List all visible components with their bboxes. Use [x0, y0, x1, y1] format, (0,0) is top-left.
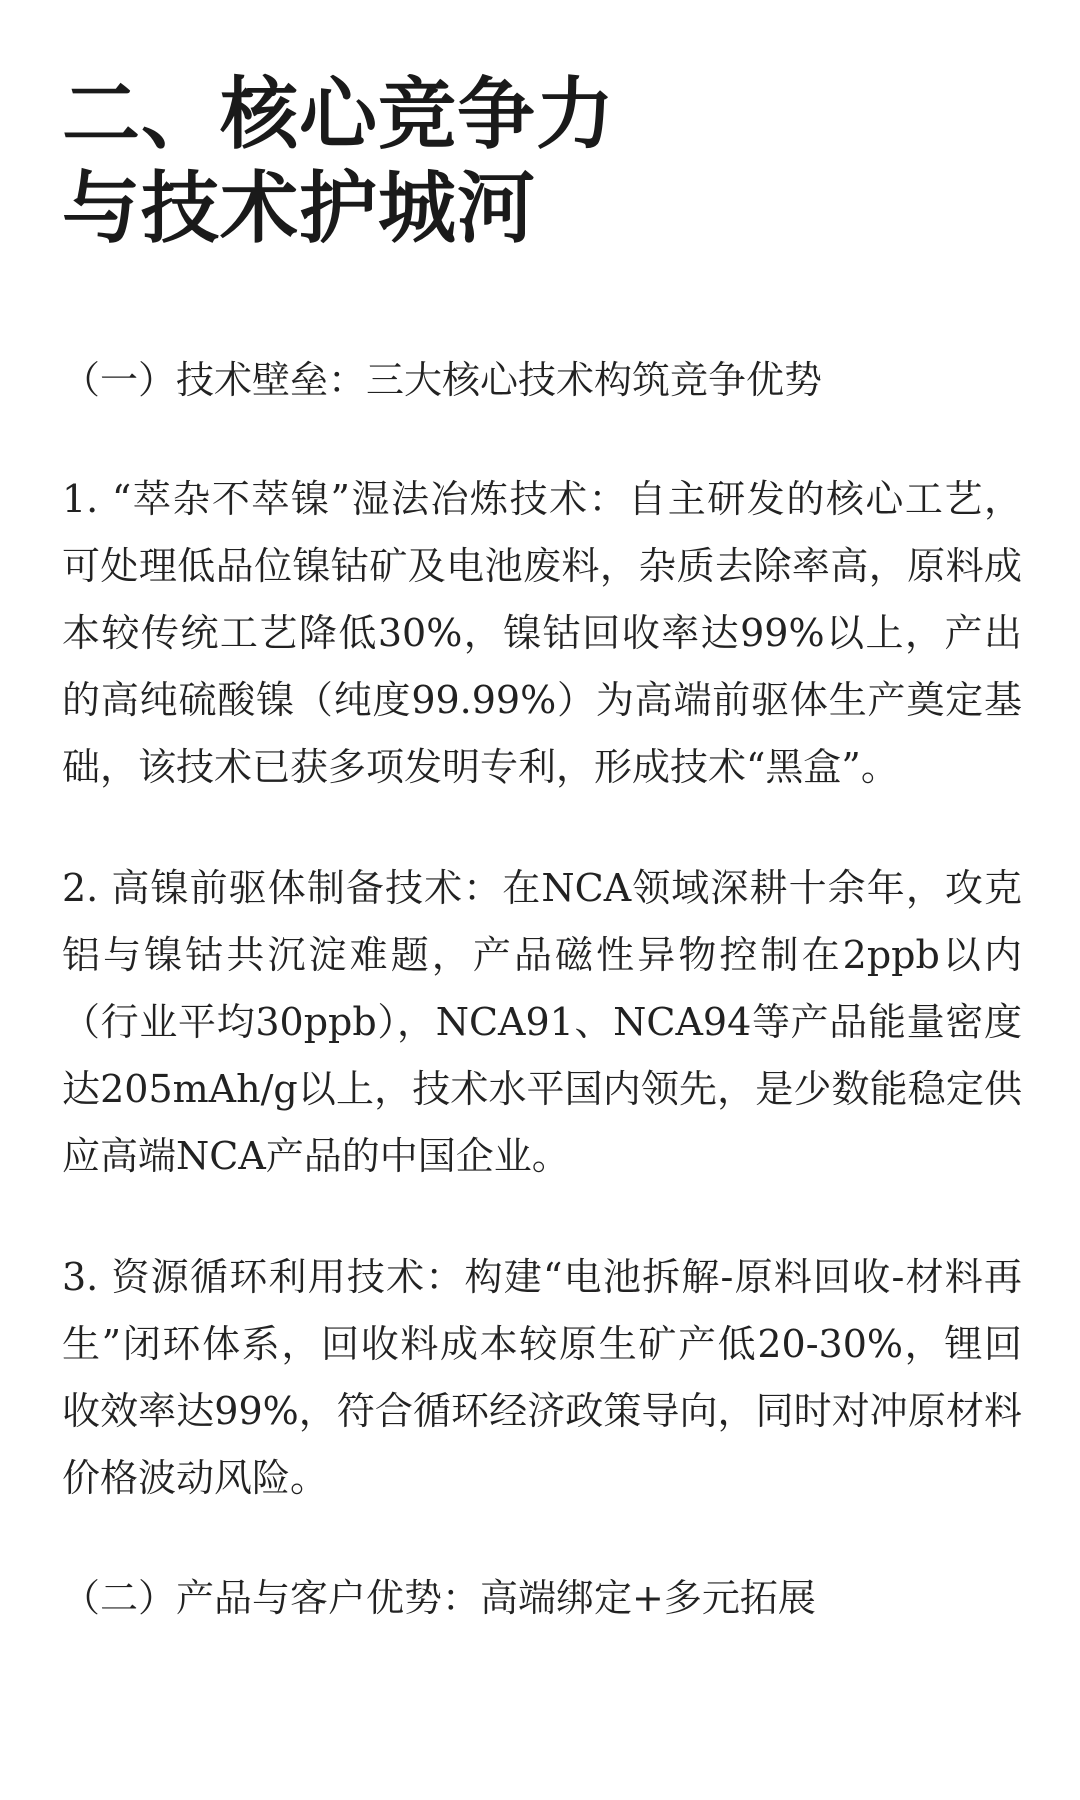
- page-title: [62, 68, 1022, 256]
- article: [62, 68, 1022, 1630]
- paragraph-high-nickel-precursor: 2. 高镍前驱体制备技术：在NCA领域深耕十余年，攻克铝与镍钴共沉淀难题，产品磁性异物控制在2ppb以内（行业平均30ppb），NCA91、NCA94等产品能量密度达205mAh/g以上，技术水平国内领先，是少数能稳定供应高端NCA产品的中国企业。: [62, 866, 1022, 1178]
- section-heading-product-customer: （二）产品与客户优势：高端绑定+多元拓展: [62, 1576, 816, 1620]
- paragraph-hydrometallurgy: 1. “萃杂不萃镍”湿法冶炼技术：自主研发的核心工艺，可处理低品位镍钴矿及电池废料，杂质去除率高，原料成本较传统工艺降低30%，镍钴回收率达99%以上，产出的高纯硫酸镍（纯度99.99%）为高端前驱体生产奠定基础，该技术已获多项发明专利，形成技术“黑盒”。: [62, 477, 1022, 789]
- paragraph-recycling: 3. 资源循环利用技术：构建“电池拆解-原料回收-材料再生”闭环体系，回收料成本较原生矿产低20-30%，锂回收效率达99%，符合循环经济政策导向，同时对冲原材料价格波动风险。: [62, 1255, 1022, 1500]
- page-title-line-1: 二、核心竞争力: [62, 70, 616, 160]
- section-heading-tech-barrier: （一）技术壁垒：三大核心技术构筑竞争优势: [62, 358, 823, 402]
- page-title-line-2: 与技术护城河: [62, 164, 537, 254]
